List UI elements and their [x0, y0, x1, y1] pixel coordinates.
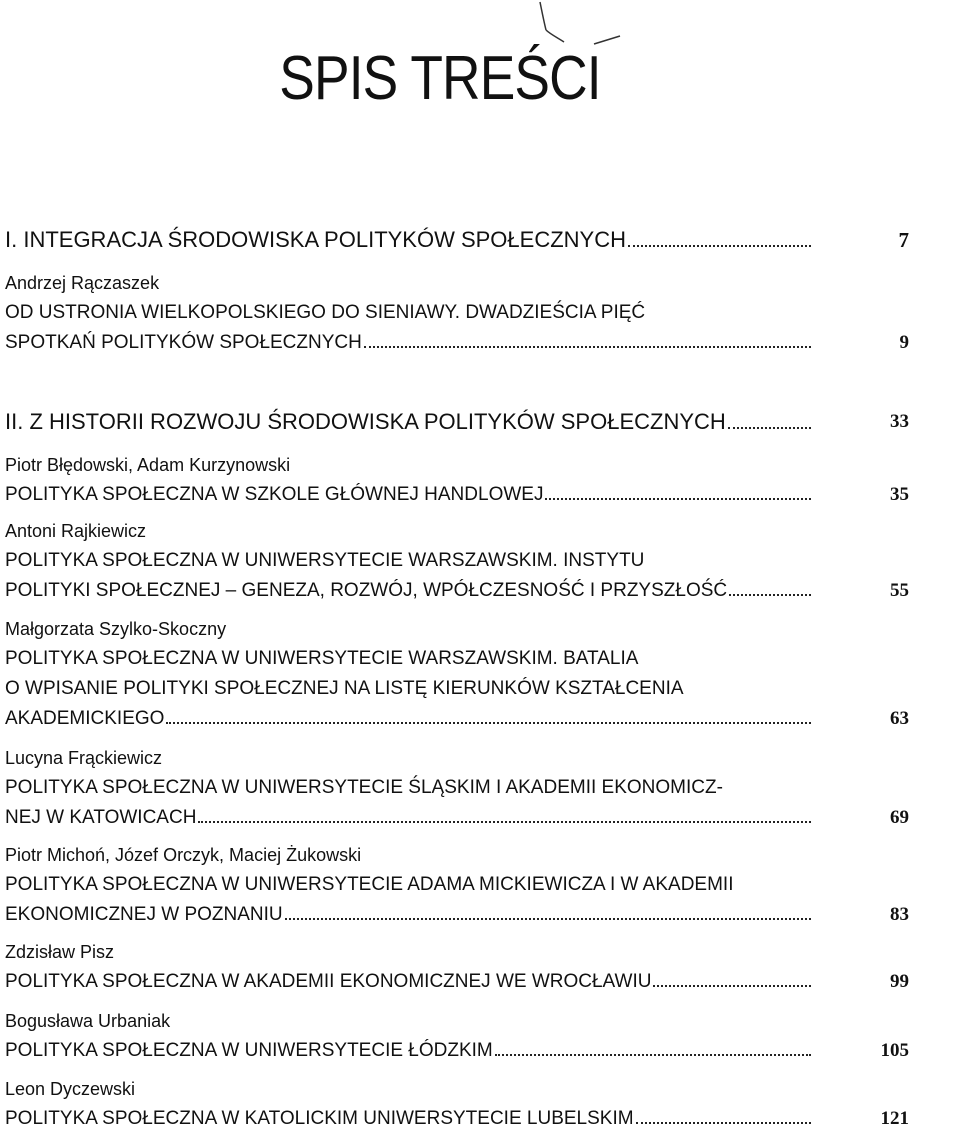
dot-leader [495, 1053, 811, 1056]
entry-author: Lucyna Frąckiewicz [5, 748, 163, 768]
page-number: 99 [890, 971, 909, 992]
toc-section-1 [5, 222, 909, 258]
page-number: 69 [890, 807, 909, 828]
toc-entry [5, 743, 909, 833]
entry-title-line: POLITYKA SPOŁECZNA W SZKOLE GŁÓWNEJ HANDLOWEJ [5, 484, 544, 505]
dot-leader [728, 426, 811, 429]
page-number: 55 [890, 580, 909, 601]
page-number: 63 [890, 708, 909, 729]
entry-author: Małgorzata Szylko-Skoczny [5, 619, 227, 639]
entry-title-line: EKONOMICZNEJ W POZNANIU [5, 904, 283, 925]
entry-author: Bogusława Urbaniak [5, 1011, 171, 1031]
toc-entry [5, 1074, 909, 1134]
dot-leader [364, 345, 811, 348]
entry-author: Piotr Michoń, Józef Orczyk, Maciej Żukowski [5, 845, 362, 865]
entry-title-line: NEJ W KATOWICACH [5, 807, 197, 828]
entry-title-line: POLITYKA SPOŁECZNA W AKADEMII EKONOMICZNEJ WE WROCŁAWIU [5, 971, 652, 992]
toc-section-2 [5, 404, 909, 440]
toc-entry [5, 937, 909, 997]
dot-leader [285, 917, 811, 920]
toc-entry [5, 1006, 909, 1066]
dot-leader [653, 984, 811, 987]
entry-title-line: AKADEMICKIEGO [5, 708, 165, 729]
toc-entry [5, 840, 909, 930]
dot-leader [636, 1121, 811, 1124]
entry-title-line: POLITYKI SPOŁECZNEJ – GENEZA, ROZWÓJ, WPÓŁCZESNOŚĆ I PRZYSZŁOŚĆ [5, 580, 728, 601]
entry-title-line: SPOTKAŃ POLITYKÓW SPOŁECZNYCH [5, 332, 362, 353]
entry-author: Antoni Rajkiewicz [5, 521, 147, 541]
entry-title-line: O WPISANIE POLITYKI SPOŁECZNEJ NA LISTĘ KIERUNKÓW KSZTAŁCENIA [5, 678, 684, 699]
section-title: II. Z HISTORII ROZWOJU ŚRODOWISKA POLITYKÓW SPOŁECZNYCH [5, 409, 726, 434]
dot-leader [545, 497, 811, 500]
entry-title-line: OD USTRONIA WIELKOPOLSKIEGO DO SIENIAWY. DWADZIEŚCIA PIĘĆ [5, 302, 646, 323]
dot-leader [166, 721, 811, 724]
page-number: 7 [898, 228, 909, 252]
entry-author: Zdzisław Pisz [5, 942, 115, 962]
entry-title-line: POLITYKA SPOŁECZNA W KATOLICKIM UNIWERSYTECIE LUBELSKIM [5, 1108, 634, 1129]
page-number: 83 [890, 904, 909, 925]
toc-entry [5, 516, 909, 606]
page-number: 33 [890, 411, 909, 432]
dot-leader [198, 820, 811, 823]
pen-mark [530, 0, 630, 50]
dot-leader [729, 593, 811, 596]
dot-leader [628, 244, 811, 247]
page-number: 121 [880, 1108, 909, 1129]
toc-entry [5, 614, 909, 734]
page-title: SPIS TREŚCI [279, 44, 601, 113]
entry-author: Leon Dyczewski [5, 1079, 136, 1099]
entry-author: Andrzej Rączaszek [5, 273, 160, 293]
entry-author: Piotr Błędowski, Adam Kurzynowski [5, 455, 291, 475]
entry-title-line: POLITYKA SPOŁECZNA W UNIWERSYTECIE WARSZAWSKIM. INSTYTU [5, 550, 645, 571]
entry-title-line: POLITYKA SPOŁECZNA W UNIWERSYTECIE ŚLĄSKIM I AKADEMII EKONOMICZ- [5, 777, 723, 798]
page-number: 9 [899, 332, 909, 353]
page-number: 105 [880, 1040, 909, 1061]
toc-entry [5, 268, 909, 358]
entry-title-line: POLITYKA SPOŁECZNA W UNIWERSYTECIE ŁÓDZKIM [5, 1040, 493, 1061]
toc-entry [5, 450, 909, 510]
page-number: 35 [890, 484, 909, 505]
section-title: I. INTEGRACJA ŚRODOWISKA POLITYKÓW SPOŁECZNYCH [5, 227, 626, 252]
entry-title-line: POLITYKA SPOŁECZNA W UNIWERSYTECIE WARSZAWSKIM. BATALIA [5, 648, 639, 669]
entry-title-line: POLITYKA SPOŁECZNA W UNIWERSYTECIE ADAMA MICKIEWICZA I W AKADEMII [5, 874, 734, 895]
